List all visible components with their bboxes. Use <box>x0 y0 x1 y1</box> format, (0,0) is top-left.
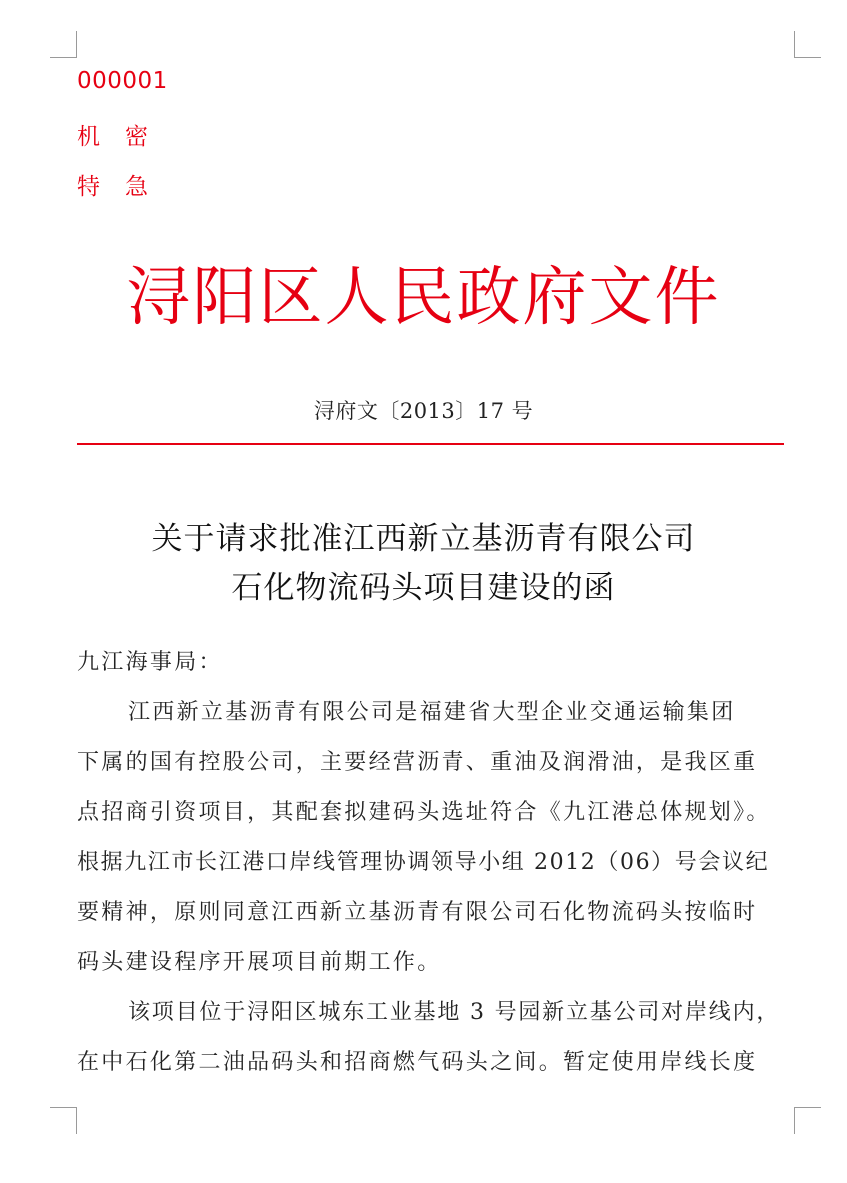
body-line: 该项目位于浔阳区城东工业基地 3 号园新立基公司对岸线内， <box>128 1000 781 1025</box>
document-title-line-2: 石化物流码头项目建设的函 <box>231 570 616 606</box>
document-title-line-1: 关于请求批准江西新立基沥青有限公司 <box>151 521 696 557</box>
serial-number: 000001 <box>77 68 168 94</box>
issuing-authority-title: 浔阳区人民政府文件 <box>126 261 721 335</box>
crop-mark-bottom-right <box>794 1107 821 1134</box>
secrecy-level: 机密 <box>77 124 173 150</box>
body-line: 点招商引资项目，其配套拟建码头选址符合《九江港总体规划》。 <box>77 800 771 825</box>
body-line: 江西新立基沥青有限公司是福建省大型企业交通运输集团 <box>128 700 736 725</box>
body-line: 根据九江市长江港口岸线管理协调领导小组 2012（06）号会议纪 <box>77 850 770 875</box>
document-number: 浔府文〔2013〕17 号 <box>313 399 534 423</box>
body-line: 下属的国有控股公司，主要经营沥青、重油及润滑油，是我区重 <box>77 750 758 775</box>
crop-mark-top-right <box>794 31 821 58</box>
crop-mark-top-left <box>50 31 77 58</box>
addressee: 九江海事局： <box>77 650 223 675</box>
body-line: 码头建设程序开展项目前期工作。 <box>77 950 442 975</box>
urgency-level: 特急 <box>77 174 173 200</box>
red-divider-line <box>77 443 784 445</box>
crop-mark-bottom-left <box>50 1107 77 1134</box>
body-line: 要精神，原则同意江西新立基沥青有限公司石化物流码头按临时 <box>77 900 758 925</box>
body-line: 在中石化第二油品码头和招商燃气码头之间。暂定使用岸线长度 <box>77 1050 758 1075</box>
